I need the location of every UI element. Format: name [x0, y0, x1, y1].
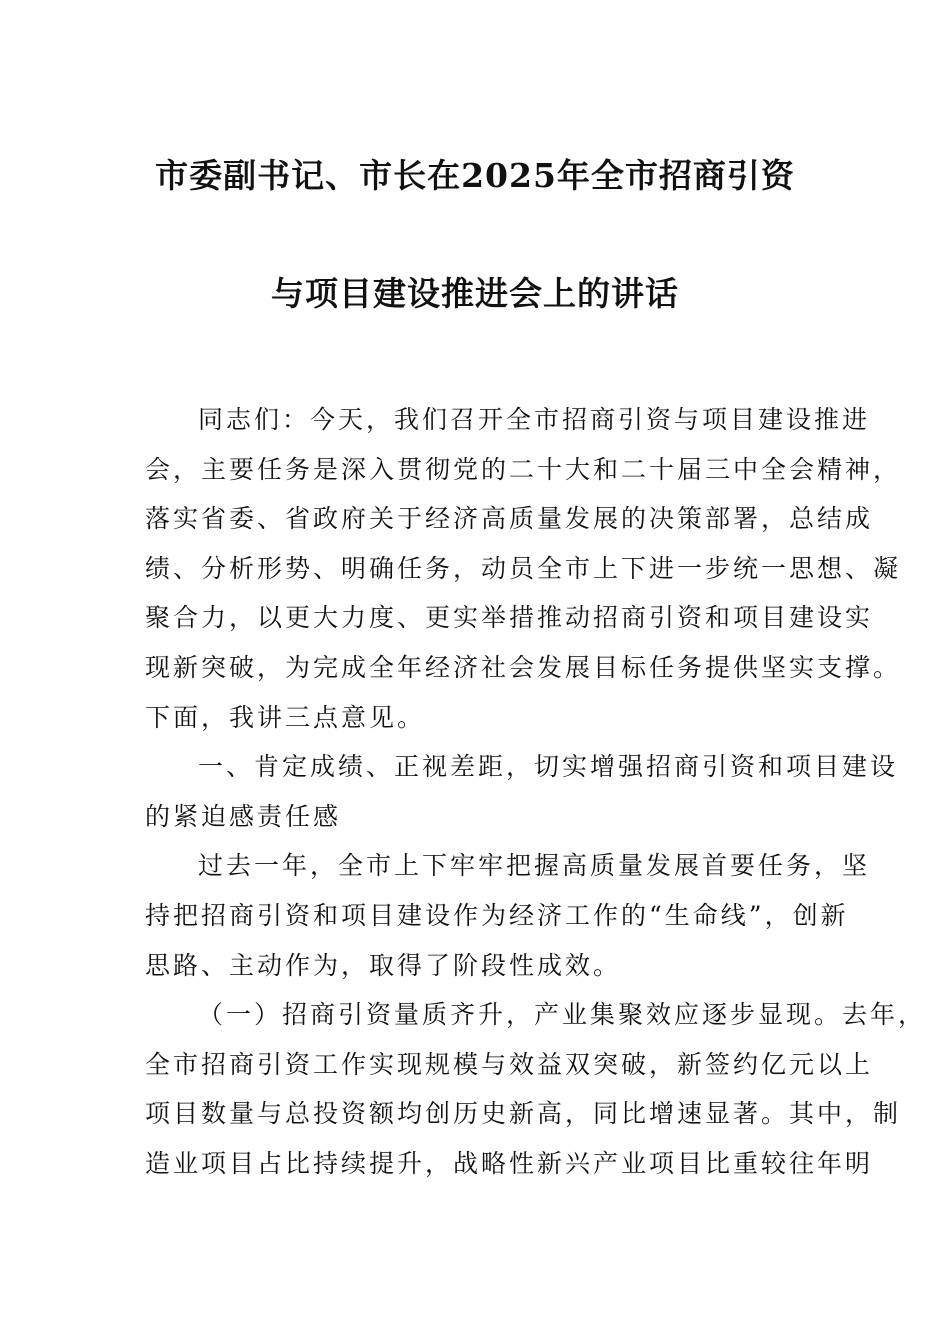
body-text-line: 同志们：今天，我们召开全市招商引资与项目建设推进 [198, 405, 871, 434]
body-text-line: 下面，我讲三点意见。 [145, 702, 426, 732]
document-title-line-1: 市委副书记、市长在2025年全市招商引资 [155, 156, 795, 195]
document-body [145, 400, 927, 1194]
body-text-line: （一）招商引资量质齐升，产业集聚效应逐步显现。去年， [198, 1000, 927, 1030]
body-text-line: 全市招商引资工作实现规模与效益双突破，新签约亿元以上 [145, 1049, 874, 1079]
body-text-line: 项目数量与总投资额均创历史新高，同比增速显著。其中，制 [145, 1099, 902, 1129]
body-text-line: 造业项目占比持续提升，战略性新兴产业项目比重较往年明 [145, 1148, 874, 1178]
body-text-line: 聚合力，以更大力度、更实举措推动招商引资和项目建设实 [145, 603, 874, 633]
body-text-line: 过去一年，全市上下牢牢把握高质量发展首要任务，坚 [198, 851, 871, 881]
body-text-line: 持把招商引资和项目建设作为经济工作的“生命线”，创新 [145, 900, 849, 930]
body-text-line: 落实省委、省政府关于经济高质量发展的决策部署，总结成 [145, 504, 874, 534]
document-title-line-2: 与项目建设推进会上的讲话 [271, 274, 679, 313]
body-text-line: 绩、分析形势、明确任务，动员全市上下进一步统一思想、凝 [145, 553, 902, 583]
body-text-line: 会，主要任务是深入贯彻党的二十大和二十届三中全会精神， [145, 454, 902, 484]
body-text-line: 现新突破，为完成全年经济社会发展目标任务提供坚实支撑。 [145, 652, 902, 682]
body-text-line: 的紧迫感责任感 [145, 801, 342, 831]
body-text-line: 思路、主动作为，取得了阶段性成效。 [145, 950, 622, 980]
body-text-line: 一、肯定成绩、正视差距，切实增强招商引资和项目建设 [198, 752, 899, 782]
